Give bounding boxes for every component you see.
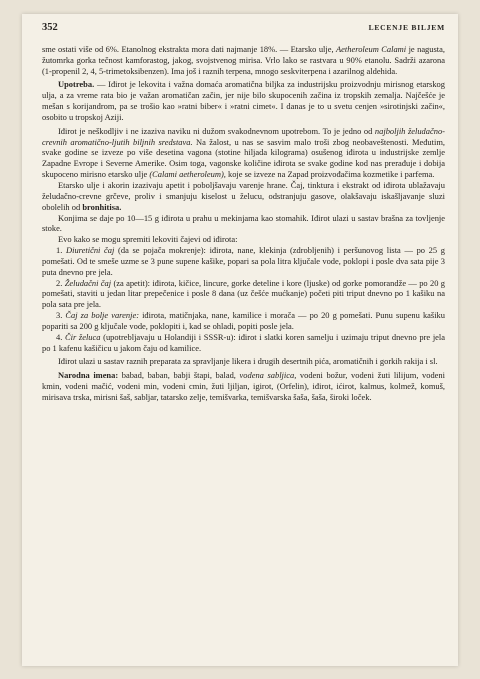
paragraph-etarsko-ulje: sme ostati više od 6%. Etanolnog ekstrakta mora dati najmanje 18%. — Etarsko ulje, Aetheroleum Calami je nagusta, žutomrka gorka tečnost kamforastog, jakog, svojstvenog mirisa. Vrlo lako se rastvara u 90% etanolu. Sadrži azarona (1-propenil 2, 4, 5-trimetoksibenzen). Ima još i raznih terpena, mnogo seskviterpena i azarilnog aldehida.	[42, 43, 445, 76]
list-item: 2. Želudačni čaj (za apetit): iđirota, kičice, lincure, gorke deteline i kore (ljuske) od gorke pomorandže — po 20 g pomešati, staviti u jedan litar prepečenice i posle 8 dana (uz češće mućkanje) početi piti triput dnevno po 1 kašiku na pola sata pre jela.	[42, 277, 446, 310]
italic-run: Diuretični čaj	[66, 245, 115, 256]
italic-run: Čir želuca	[65, 331, 101, 342]
page-header	[42, 23, 445, 34]
italic-run: Želudačni čaj	[64, 277, 112, 288]
italic-run: najboljih želudačno-crevnih aromatično-ljutih biljnih sredstava.	[42, 125, 445, 147]
paragraph-cajevi-intro: Evo kako se mogu spremiti lekoviti čajevi od iđirota:	[58, 234, 238, 245]
list-item: 3. Čaj za bolje varenje: iđirota, matičnjaka, nane, kamilice i morača — po 20 g pomešati. Punu supenu kašiku popariti sa 200 g ključale vode, poklopiti i, kad se ohladi, popiti posle jela.	[42, 310, 445, 331]
bold-run: bronhitisa.	[82, 201, 122, 212]
list-item: 4. Čir želuca (upotrebljavaju u Holandiji i SSSR-u): iđirot i slatki koren samelju i uzimaju triput dnevno pre jela po 1 kafenu kašičicu u jakom čaju od kamilice.	[42, 331, 445, 353]
italic-run: vodena sabljica,	[239, 370, 297, 381]
book-page	[22, 14, 458, 666]
page-content	[42, 23, 445, 403]
bold-run: Narodna imena:	[58, 370, 119, 381]
tea-recipes-list	[42, 245, 445, 353]
paragraph-upotreba: Upotreba. — Iđirot je lekovita i važna domaća aromatična biljka za industrijsku proizvodnju mirisnog etarskog ulja, a za vreme rata bio je važan aromatičan začin, jer nije bilo skupocenih začina iz tropskih zemalja. Najčešće je mešan s korijandrom, pa se trošio kao »ratni biber« i »ratni cimet«. I danas je to u svetu cenjen »sirotinjski začin«, osobito u tropskoj Aziji.	[42, 79, 445, 122]
paragraph-likeri: Iđirot ulazi u sastav raznih preparata za spravljanje likera i drugih desertnih pića, aromatičnih i gorkih rakija i sl.	[58, 356, 438, 367]
paragraph-konjima: Konjima se daje po 10—15 g iđirota u prahu u mekinjama kao stomahik. Iđirot ulazi u sastav brašna za tovljenje stoke.	[42, 212, 445, 234]
running-head: LECENJE BILJEM	[368, 23, 445, 32]
page-number: 352	[42, 22, 58, 33]
bold-run: Upotreba.	[58, 79, 95, 90]
list-item: 1. Diuretični čaj (da se pojača mokrenje): iđirota, nane, klekinja (zdrobljenih) i peršunovog lista — po 25 g pomešati. Od te smeše uzme se 3 pune supene kašike, popari sa pola litra ključale vode, poklopi i posle dva sata pije 3 puta dnevno pre jela.	[42, 245, 446, 277]
italic-run: Čaj za bolje varenje:	[65, 310, 139, 321]
paragraph-apetit: Etarsko ulje i akorin izazivaju apetit i poboljšavaju varenje hrane. Čaj, tinktura i ekstrakt od iđirota ublažavaju želudačno-crevne grčeve, proliv i smanjuju kiselost u želucu, odstranjuju gasove, olakšavaju iskašljavanje sluzi obolelih od bronhitisa.	[42, 179, 445, 212]
italic-run: Aetheroleum Calami	[336, 43, 407, 54]
italic-run: (Calami aetheroleum),	[149, 169, 226, 180]
paragraph-neskodljiv: Iđirot je neškodljiv i ne izaziva naviku ni dužom svakodnevnom upotrebom. To je jedno od najboljih želudačno-crevnih aromatično-ljutih biljnih sredstava. Na žalost, u nas se sasvim malo troši zbog neobaveštenosti. Međutim, svake godine se izveze po više desetina vagona (stotine hiljada kilograma) osušenog iđirota u industrijske zemlje Zapadne Evrope i Severne Amerike. Osim toga, vagonske količine iđirota se svake godine kod nas prerađuje i dobija skupoceno mirisno etarsko ulje (Calami aetheroleum), koje se izveze na Zapad proizvođačima kozmetike i parfema.	[42, 125, 445, 180]
paragraph-narodna-imena: Narodna imena: babad, baban, babji štapi, balad, vodena sabljica, vodeni božur, vodeni žuti lilijum, vodeni kmin, vodeni mačić, vodeni min, vodeni cmin, žuti ljiljan, igirot, (Orfelin), iđirot, ićirot, kalmus, kolmež, komuš, mirisava trska, mirisni šaš, sabljar, tatarsko zelje, temišvarka, temišvarska šaša, šaša, široki loček.	[42, 370, 445, 402]
